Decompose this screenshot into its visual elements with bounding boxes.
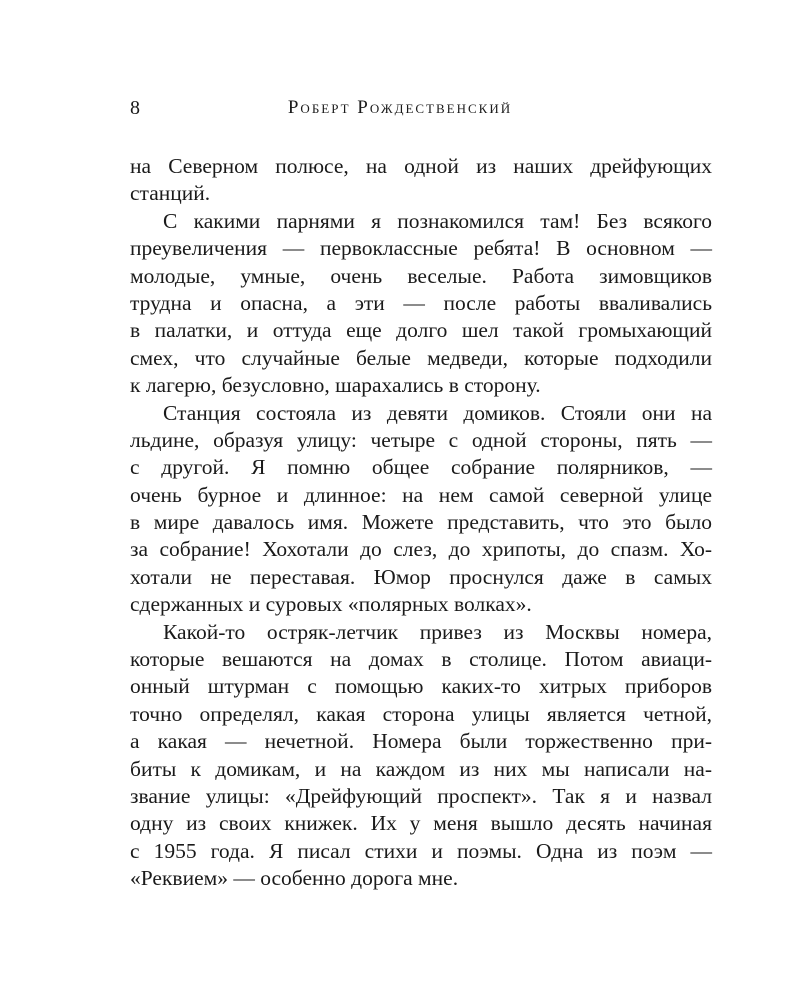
text-line: одну из своих книжек. Их у меня вышло десять начиная xyxy=(130,811,712,836)
text-line: Станция состояла из девяти домиков. Стояли они на xyxy=(163,400,712,425)
text-line: точно определял, какая сторона улицы является четной, xyxy=(130,701,712,726)
text-line: на Северном полюсе, на одной из наших дрейфующих xyxy=(130,154,712,178)
text-line: в палатки, и оттуда еще долго шел такой громыхающий xyxy=(130,318,712,343)
body-text xyxy=(130,153,712,893)
text-line: преувеличения — первоклассные ребята! В основном — xyxy=(130,236,712,261)
page-number: 8 xyxy=(130,97,140,119)
text-line: молодые, умные, очень веселые. Работа зимовщиков xyxy=(130,263,712,288)
text-line: к лагерю, безусловно, шарахались в сторону. xyxy=(130,373,541,398)
text-line: С какими парнями я познакомился там! Без всякого xyxy=(163,208,712,233)
text-line: «Реквием» — особенно дорога мне. xyxy=(130,866,459,891)
text-line: трудна и опасна, а эти — после работы вваливались xyxy=(130,290,712,315)
text-line: сдержанных и суровых «полярных волках». xyxy=(130,592,532,617)
running-head xyxy=(130,96,670,120)
paragraph xyxy=(130,619,712,893)
text-line: а какая — нечетной. Номера были торжественно при- xyxy=(130,729,712,754)
text-line: Какой-то остряк-летчик привез из Москвы номера, xyxy=(163,619,712,644)
paragraph xyxy=(130,208,712,400)
text-line: с 1955 года. Я писал стихи и поэмы. Одна из поэм — xyxy=(130,838,712,863)
text-line: хотали не переставая. Юмор проснулся даже в самых xyxy=(130,564,712,589)
text-line: очень бурное и длинное: на нем самой северной улице xyxy=(130,482,712,507)
paragraph xyxy=(130,153,712,208)
text-line: биты к домикам, и на каждом из них мы написали на- xyxy=(130,756,712,781)
text-line: онный штурман с помощью каких-то хитрых приборов xyxy=(130,674,712,699)
header-author: Роберт Рождественский xyxy=(287,97,513,118)
text-line: в мире давалось имя. Можете представить, что это было xyxy=(130,510,712,535)
text-line: льдине, образуя улицу: четыре с одной стороны, пять — xyxy=(130,427,712,452)
text-line: с другой. Я помню общее собрание полярников, — xyxy=(130,455,712,480)
text-line: за собрание! Хохотали до слез, до хрипоты, до спазм. Хо- xyxy=(130,537,712,562)
text-line: станций. xyxy=(130,181,211,206)
text-line: звание улицы: «Дрейфующий проспект». Так я и назвал xyxy=(130,783,712,808)
text-line: которые вешаются на домах в столице. Потом авиаци- xyxy=(130,647,712,672)
paragraph xyxy=(130,400,712,619)
text-line: смех, что случайные белые медведи, которые подходили xyxy=(130,345,712,370)
